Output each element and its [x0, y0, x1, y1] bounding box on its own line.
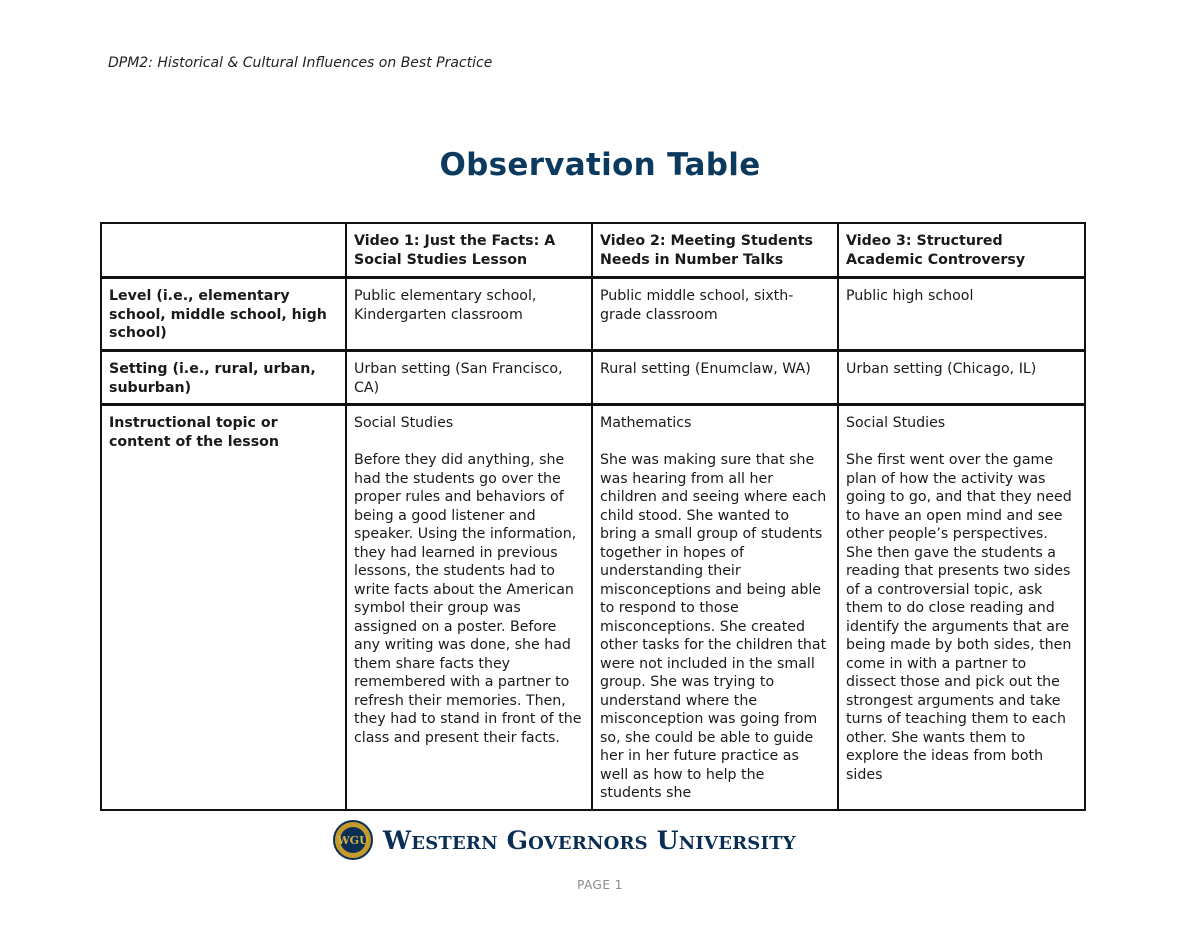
cell-level-video-2: Public middle school, sixth-grade classroom — [592, 278, 838, 351]
topic-description: She was making sure that she was hearing from all her children and seeing where each child stood. She wanted to bring a small group of students together in hopes of understanding their misconceptions and being able to respond to those misconceptions. She created other tasks for the children that were not included in the small group. She was trying to understand where the misconception was going from so, she could be able to guide her in her future practice as well as how to help the students she — [600, 452, 827, 801]
topic-subject: Social Studies — [354, 415, 454, 431]
header-cell-video-2: Video 2: Meeting Students Needs in Number Talks — [592, 223, 838, 278]
university-name: Western Governors University — [383, 825, 796, 855]
header-cell-video-3: Video 3: Structured Academic Controversy — [838, 223, 1085, 278]
cell-setting-video-3: Urban setting (Chicago, IL) — [838, 351, 1085, 405]
cell-level-video-1: Public elementary school, Kindergarten classroom — [346, 278, 592, 351]
cell-level-video-3: Public high school — [838, 278, 1085, 351]
document-title: Observation Table — [439, 147, 761, 183]
cell-setting-video-2: Rural setting (Enumclaw, WA) — [592, 351, 838, 405]
table-row-setting — [101, 351, 1085, 405]
observation-table — [100, 222, 1086, 811]
table-row-topic — [101, 405, 1085, 810]
table-header-row — [101, 223, 1085, 278]
cell-setting-video-1: Urban setting (San Francisco, CA) — [346, 351, 592, 405]
header-cell-empty — [101, 223, 346, 278]
topic-description: Before they did anything, she had the students go over the proper rules and behaviors of being a good listener and speaker. Using the information, they had learned in previous lessons, the students had to write facts about the American symbol their group was assigned on a poster. Before any writing was done, she had them share facts they remembered with a partner to refresh their memories. Then, they had to stand in front of the class and present their facts. — [354, 452, 582, 746]
university-seal-icon — [333, 820, 373, 860]
course-header: DPM2: Historical & Cultural Influences on Best Practice — [108, 55, 493, 71]
page-number: PAGE 1 — [577, 878, 623, 892]
header-cell-video-1: Video 1: Just the Facts: A Social Studies Lesson — [346, 223, 592, 278]
cell-topic-video-3 — [838, 405, 1085, 810]
table-row-level — [101, 278, 1085, 351]
row-label-setting: Setting (i.e., rural, urban, suburban) — [101, 351, 346, 405]
topic-subject: Mathematics — [600, 415, 692, 431]
wgu-logo — [333, 818, 796, 862]
cell-topic-video-2 — [592, 405, 838, 810]
topic-subject: Social Studies — [846, 415, 946, 431]
seal-monogram: WGU — [340, 827, 366, 853]
row-label-level: Level (i.e., elementary school, middle school, high school) — [101, 278, 346, 351]
cell-topic-video-1 — [346, 405, 592, 810]
row-label-topic: Instructional topic or content of the lesson — [101, 405, 346, 810]
topic-description: She first went over the game plan of how the activity was going to go, and that they need to have an open mind and see other people’s perspectives. She then gave the students a reading that presents two sides of a controversial topic, ask them to do close reading and identify the arguments that are being made by both sides, then come in with a partner to dissect those and pick out the strongest arguments and take turns of teaching them to each other. She wants them to explore the ideas from both sides — [846, 452, 1072, 783]
